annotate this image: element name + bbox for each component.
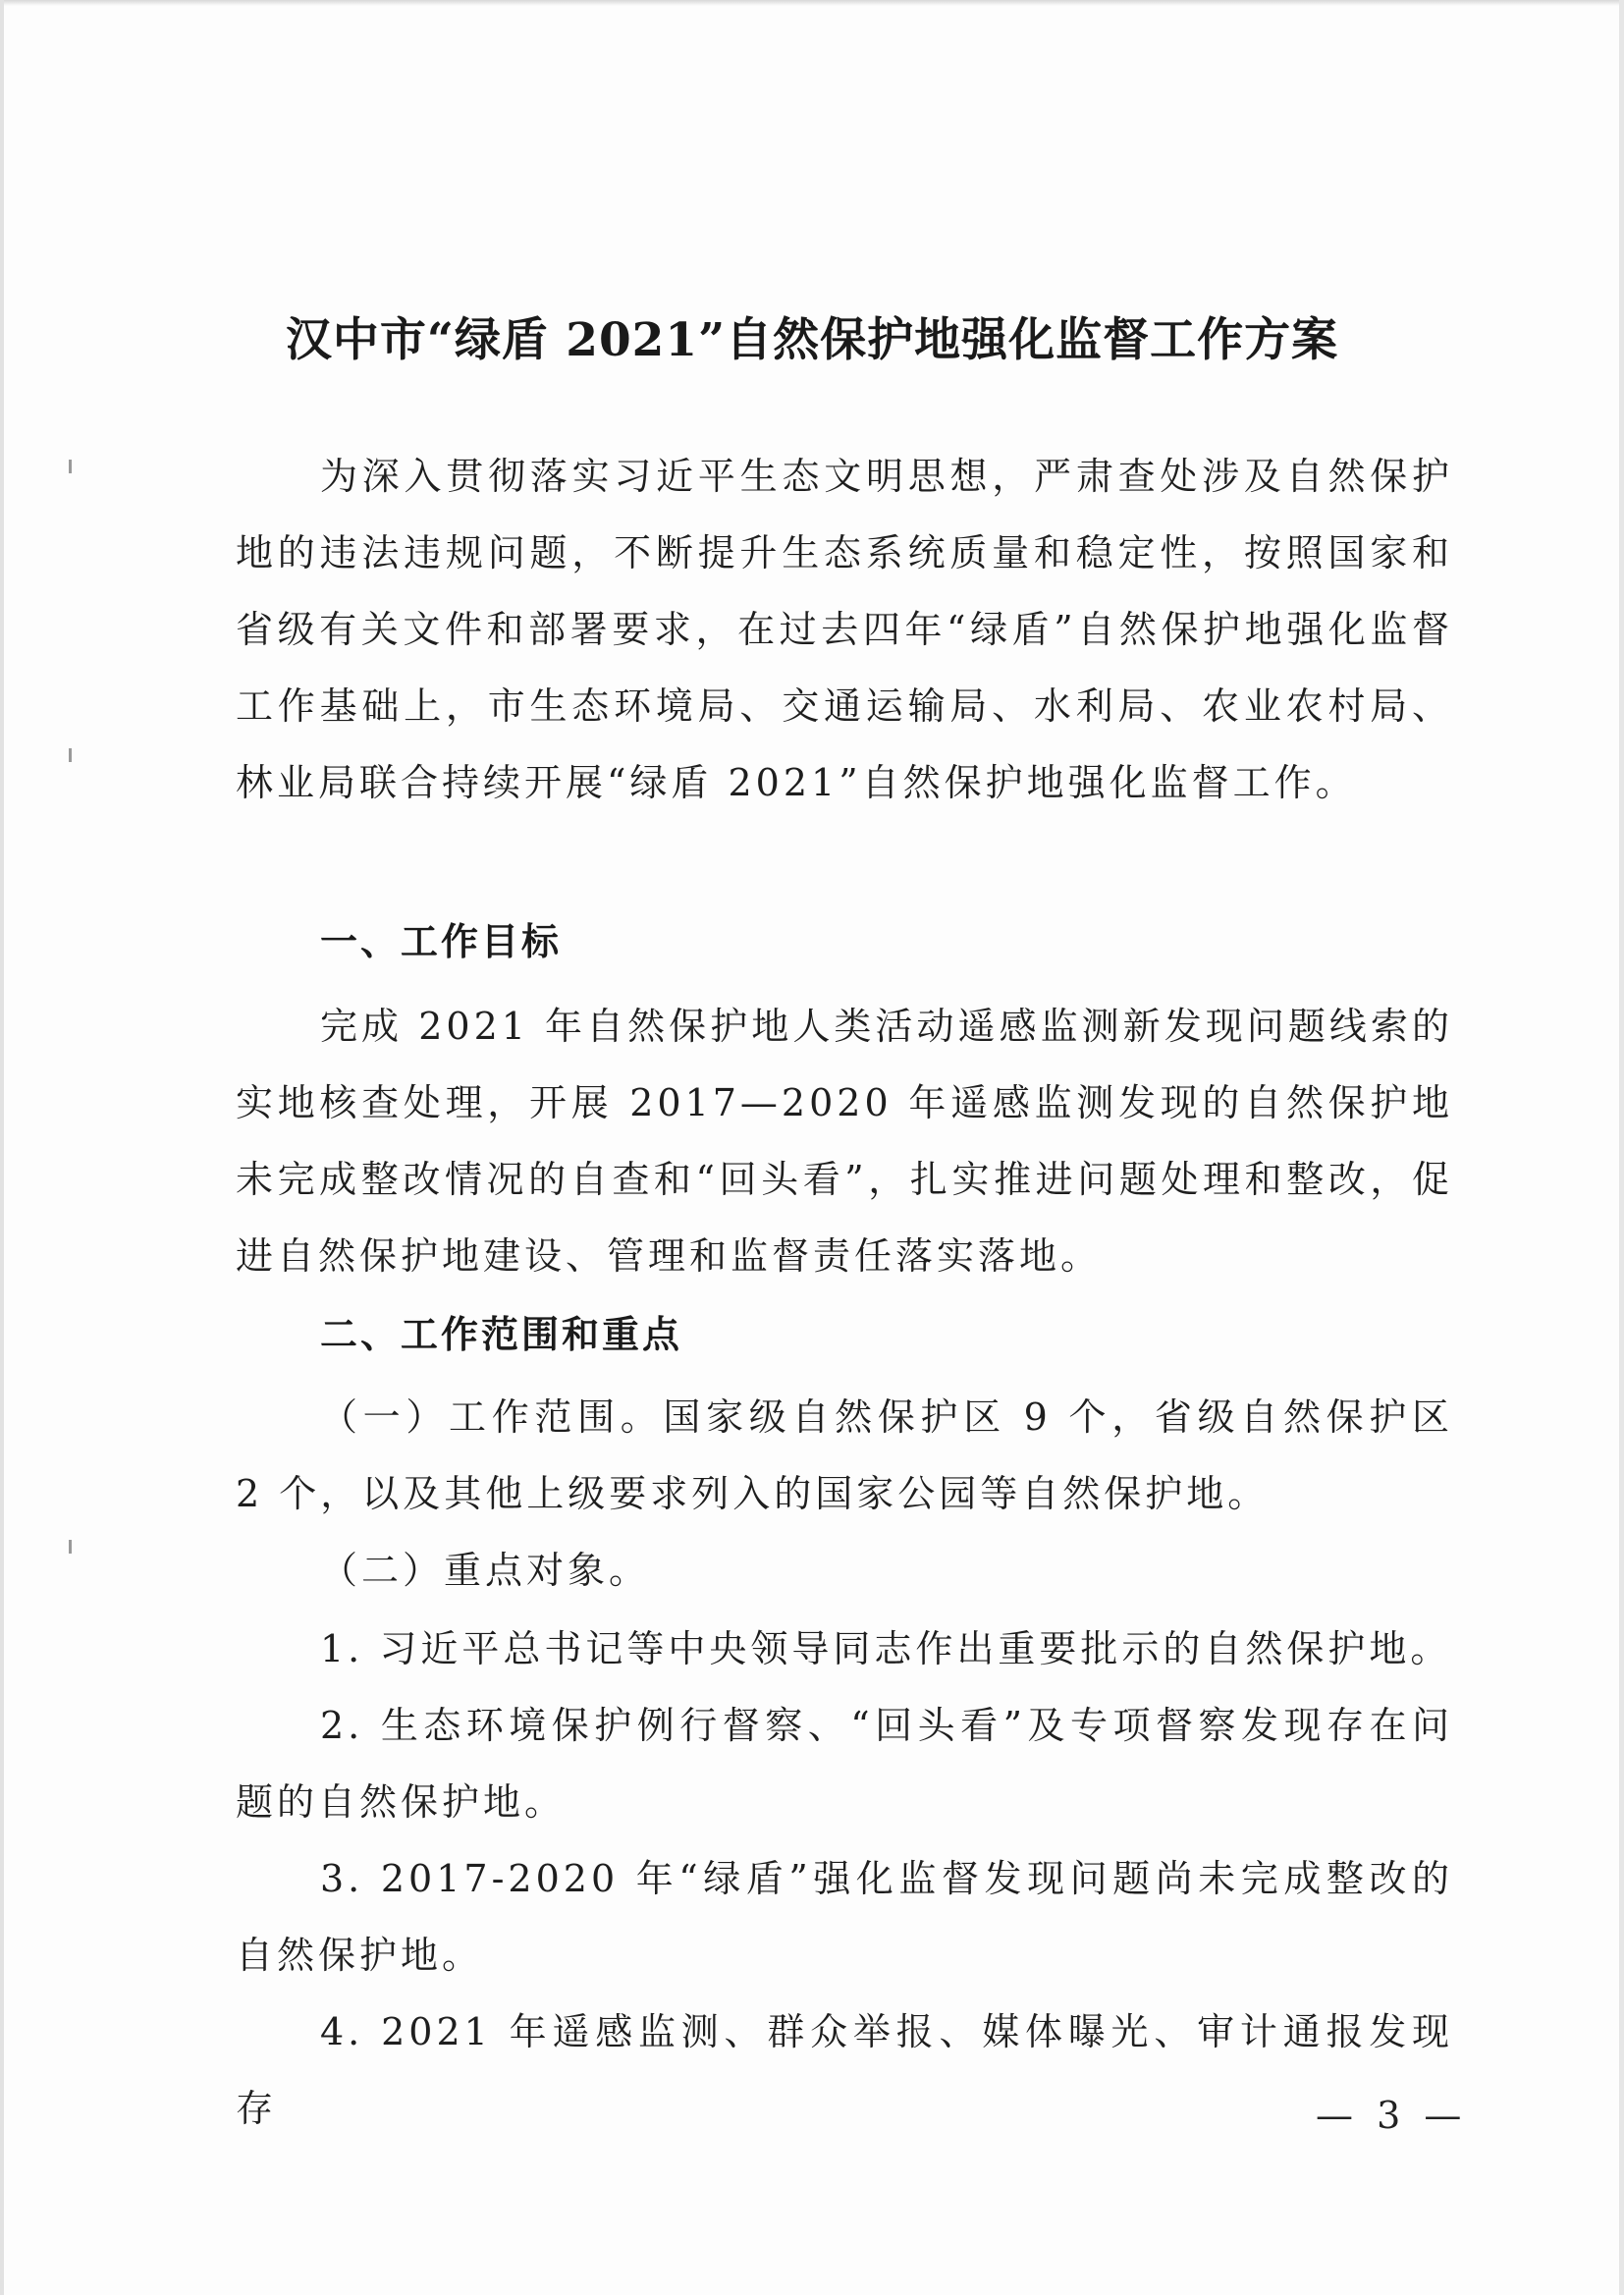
margin-tick	[69, 1540, 72, 1554]
scope-paragraph: （一）工作范围。国家级自然保护区 9 个，省级自然保护区 2 个，以及其他上级要求列入的国家公园等自然保护地。	[236, 1395, 1453, 1515]
margin-tick	[69, 460, 72, 473]
goals-paragraph: 完成 2021 年自然保护地人类活动遥感监测新发现问题线索的实地核查处理，开展 2017—2020 年遥感监测发现的自然保护地未完成整改情况的自查和“回头看”，扎实推进问题处理和整改，促进自然保护地建设、管理和监督责任落实落地。	[236, 1005, 1453, 1278]
focus-item: 3. 2017-2020 年“绿盾”强化监督发现问题尚未完成整改的自然保护地。	[236, 1857, 1453, 1977]
margin-tick	[69, 748, 72, 762]
focus-item: 4. 2021 年遥感监测、群众举报、媒体曝光、审计通报发现存	[236, 2010, 1453, 2130]
section-heading-scope: 二、工作范围和重点	[320, 1313, 683, 1356]
page-number: — 3 —	[1316, 2094, 1468, 2137]
focus-item: 1. 习近平总书记等中央领导同志作出重要批示的自然保护地。	[320, 1627, 1452, 1670]
focus-heading: （二）重点对象。	[320, 1549, 651, 1592]
intro-paragraph: 为深入贯彻落实习近平生态文明思想，严肃查处涉及自然保护地的违法违规问题，不断提升生态系统质量和稳定性，按照国家和省级有关文件和部署要求，在过去四年“绿盾”自然保护地强化监督工作基础上，市生态环境局、交通运输局、水利局、农业农村局、林业局联合持续开展“绿盾 2021”自然保护地强化监督工作。	[236, 455, 1453, 804]
document-title: 汉中市“绿盾 2021”自然保护地强化监督工作方案	[285, 313, 1339, 368]
focus-item: 2. 生态环境保护例行督察、“回头看”及专项督察发现存在问题的自然保护地。	[236, 1704, 1453, 1824]
section-heading-goals: 一、工作目标	[320, 920, 563, 963]
scan-edge-top	[0, 0, 1624, 6]
